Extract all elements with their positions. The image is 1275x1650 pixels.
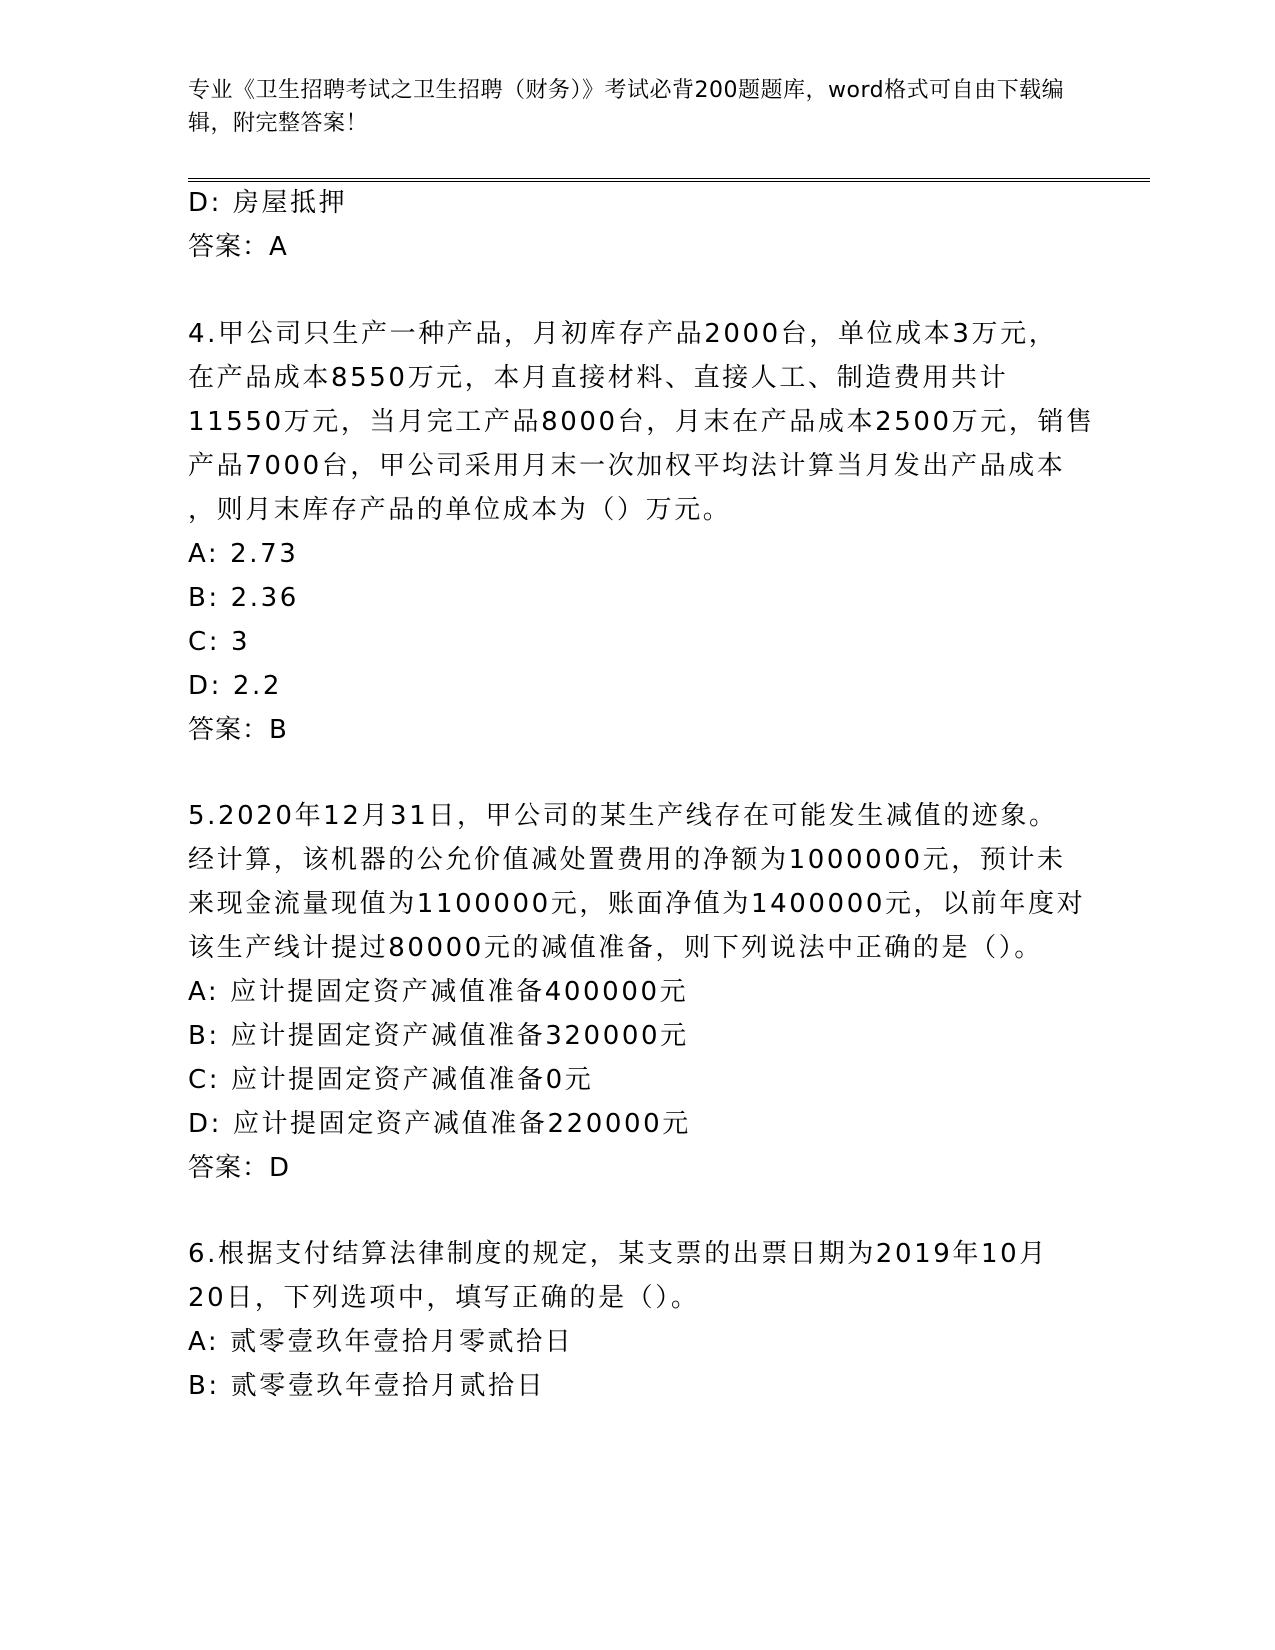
q4-option-c: C: 3 — [188, 627, 251, 657]
q4-option-a: A: 2.73 — [188, 539, 299, 569]
q4-text-line-1: 4.甲公司只生产一种产品，月初库存产品2000台，单位成本3万元， — [188, 319, 1058, 349]
document-header-title: 专业《卫生招聘考试之卫生招聘（财务）》考试必背200题题库，word格式可自由下载编辑，附完整答案！ — [188, 78, 1065, 136]
q6-option-b: B: 贰零壹玖年壹拾月贰拾日 — [188, 1371, 546, 1401]
q6-text-line-1: 6.根据支付结算法律制度的规定，某支票的出票日期为2019年10月 — [188, 1239, 1048, 1269]
q4-text-line-4: 产品7000台，甲公司采用月末一次加权平均法计算当月发出产品成本 — [188, 451, 1066, 481]
q5-option-d: D: 应计提固定资产减值准备220000元 — [188, 1109, 691, 1139]
q4-answer: 答案：B — [188, 715, 288, 745]
q4-option-d: D: 2.2 — [188, 671, 282, 701]
q5-text-line-3: 来现金流量现值为1100000元，账面净值为1400000元，以前年度对 — [188, 889, 1086, 919]
q5-text-line-4: 该生产线计提过80000元的减值准备，则下列说法中正确的是（）。 — [188, 933, 1043, 963]
q3-option-d: D: 房屋抵押 — [188, 188, 348, 218]
header-divider — [188, 178, 1150, 182]
q5-option-b: B: 应计提固定资产减值准备320000元 — [188, 1021, 689, 1051]
q5-option-c: C: 应计提固定资产减值准备0元 — [188, 1065, 594, 1095]
q5-text-line-1: 5.2020年12月31日，甲公司的某生产线存在可能发生减值的迹象。 — [188, 801, 1058, 831]
q5-option-a: A: 应计提固定资产减值准备400000元 — [188, 977, 689, 1007]
q6-text-line-2: 20日，下列选项中，填写正确的是（）。 — [188, 1283, 700, 1313]
q4-text-line-5: ，则月末库存产品的单位成本为（）万元。 — [188, 495, 732, 525]
q5-text-line-2: 经计算，该机器的公允价值减处置费用的净额为1000000元，预计未 — [188, 845, 1066, 875]
q3-answer: 答案：A — [188, 232, 288, 262]
q5-answer: 答案：D — [188, 1153, 291, 1183]
q4-text-line-3: 11550万元，当月完工产品8000台，月末在产品成本2500万元，销售 — [188, 407, 1095, 437]
q4-option-b: B: 2.36 — [188, 583, 299, 613]
q6-option-a: A: 贰零壹玖年壹拾月零贰拾日 — [188, 1327, 574, 1357]
q4-text-line-2: 在产品成本8550万元，本月直接材料、直接人工、制造费用共计 — [188, 363, 1009, 393]
